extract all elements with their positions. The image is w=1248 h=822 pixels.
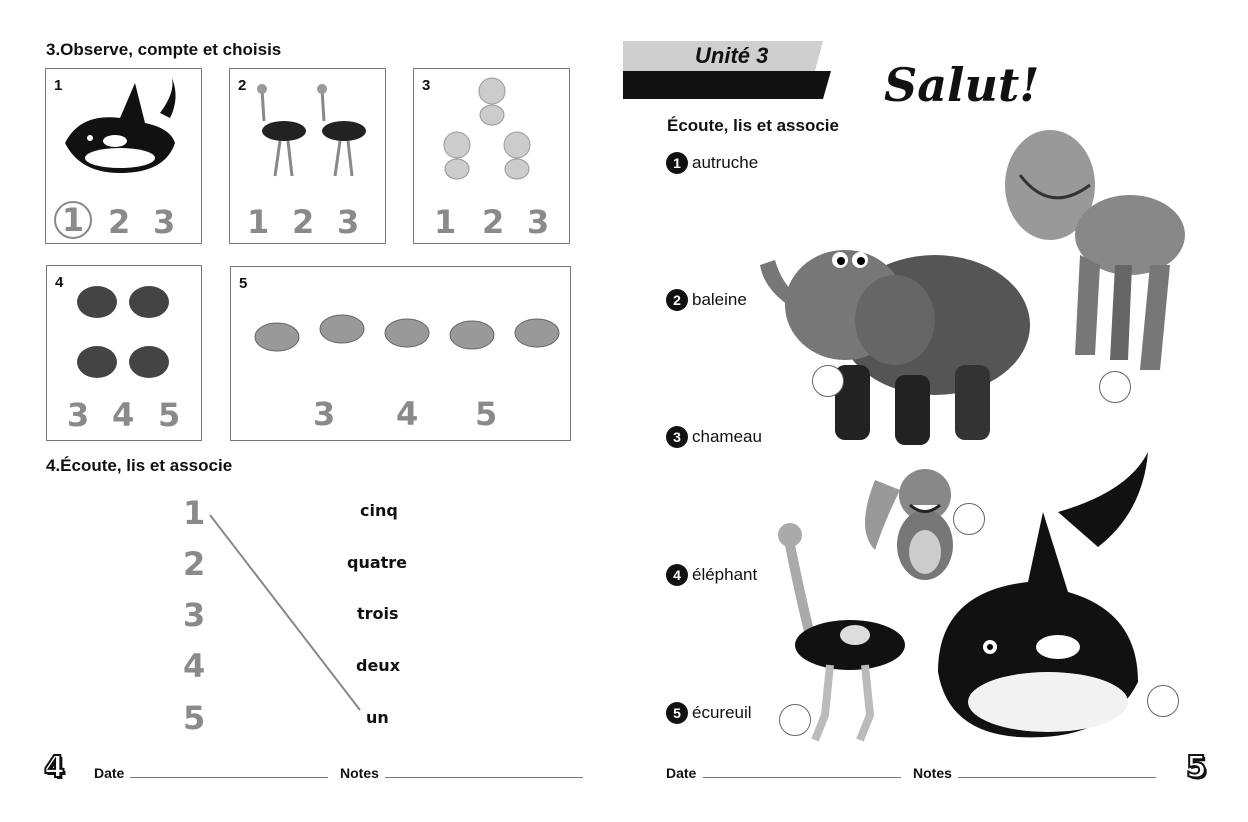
notes-label: Notes (340, 765, 379, 781)
page-number-left: 4 (44, 750, 65, 785)
vocab-number: 4 (666, 564, 688, 586)
count-box-4 (46, 265, 202, 441)
date-line[interactable] (130, 777, 328, 778)
date-label: Date (94, 765, 125, 781)
vocab-number: 2 (666, 289, 688, 311)
vocab-item-4[interactable] (666, 564, 757, 586)
vocab-item-5[interactable] (666, 702, 752, 724)
notes-label: Notes (913, 765, 952, 781)
choice-3[interactable]: 3 (313, 395, 336, 433)
match-line (205, 510, 365, 715)
vocab-word: écureuil (692, 703, 752, 722)
box-number: 2 (238, 77, 247, 94)
exercise-3-title: 3.Observe, compte et choisis (46, 40, 282, 59)
ostrich-illustration (250, 81, 370, 181)
box-number: 4 (55, 274, 64, 291)
choice-1[interactable]: 1 (247, 203, 270, 241)
choice-5[interactable]: 5 (475, 395, 498, 433)
vocab-item-3[interactable] (666, 426, 762, 448)
box-number: 1 (54, 77, 63, 94)
answer-circle-elephant[interactable] (812, 365, 844, 397)
vocab-item-1[interactable] (666, 152, 758, 174)
vocab-word: baleine (692, 290, 747, 309)
choice-1[interactable]: 1 (54, 201, 92, 239)
count-box-1 (45, 68, 202, 244)
unit-label: Unité 3 (695, 43, 769, 68)
match-word-5[interactable]: un (366, 708, 389, 727)
choice-1[interactable]: 1 (434, 203, 457, 241)
squirrel-illustration (432, 73, 552, 188)
match-number-3[interactable]: 3 (183, 596, 206, 634)
vocab-word: chameau (692, 427, 762, 446)
vocab-word: autruche (692, 153, 759, 172)
choice-5[interactable]: 5 (158, 396, 181, 434)
answer-circle-squirrel[interactable] (953, 503, 985, 535)
instruction: Écoute, lis et associe (667, 116, 839, 135)
vocab-number: 3 (666, 426, 688, 448)
vocab-number: 5 (666, 702, 688, 724)
vocab-word: éléphant (692, 565, 758, 584)
choice-3[interactable]: 3 (67, 396, 90, 434)
choice-3[interactable]: 3 (527, 203, 550, 241)
match-number-5[interactable]: 5 (183, 699, 206, 737)
page-number-right: 5 (1186, 750, 1207, 785)
answer-circle-camel[interactable] (1099, 371, 1131, 403)
exercise-4-title: 4.Écoute, lis et associe (46, 456, 233, 475)
page-title: Salut! (884, 58, 1040, 112)
choice-3[interactable]: 3 (337, 203, 360, 241)
notes-line[interactable] (385, 777, 583, 778)
match-word-4[interactable]: deux (356, 656, 401, 675)
match-number-4[interactable]: 4 (183, 647, 206, 685)
count-box-3 (413, 68, 570, 244)
orca-illustration (60, 73, 180, 183)
answer-circle-orca[interactable] (1147, 685, 1179, 717)
camel-illustration (237, 297, 567, 397)
count-box-5 (230, 266, 571, 441)
choice-2[interactable]: 2 (292, 203, 315, 241)
match-word-3[interactable]: trois (357, 604, 399, 623)
box-number: 3 (422, 77, 431, 94)
vocab-item-2[interactable] (666, 289, 747, 311)
choice-3[interactable]: 3 (153, 203, 176, 241)
date-line[interactable] (703, 777, 901, 778)
elephant-illustration (69, 274, 179, 392)
choice-2[interactable]: 2 (108, 203, 131, 241)
answer-circle-ostrich[interactable] (779, 704, 811, 736)
orca-illustration (918, 452, 1158, 747)
choice-2[interactable]: 2 (482, 203, 505, 241)
match-number-2[interactable]: 2 (183, 545, 206, 583)
choice-4[interactable]: 4 (396, 395, 419, 433)
box-number: 5 (239, 275, 248, 292)
match-number-1[interactable]: 1 (183, 494, 206, 532)
choice-4[interactable]: 4 (112, 396, 135, 434)
match-word-1[interactable]: cinq (360, 501, 398, 520)
vocab-number: 1 (666, 152, 688, 174)
match-word-2[interactable]: quatre (347, 553, 408, 572)
camel-illustration (1000, 105, 1200, 385)
date-label: Date (666, 765, 697, 781)
notes-line[interactable] (958, 777, 1156, 778)
count-box-2 (229, 68, 386, 244)
